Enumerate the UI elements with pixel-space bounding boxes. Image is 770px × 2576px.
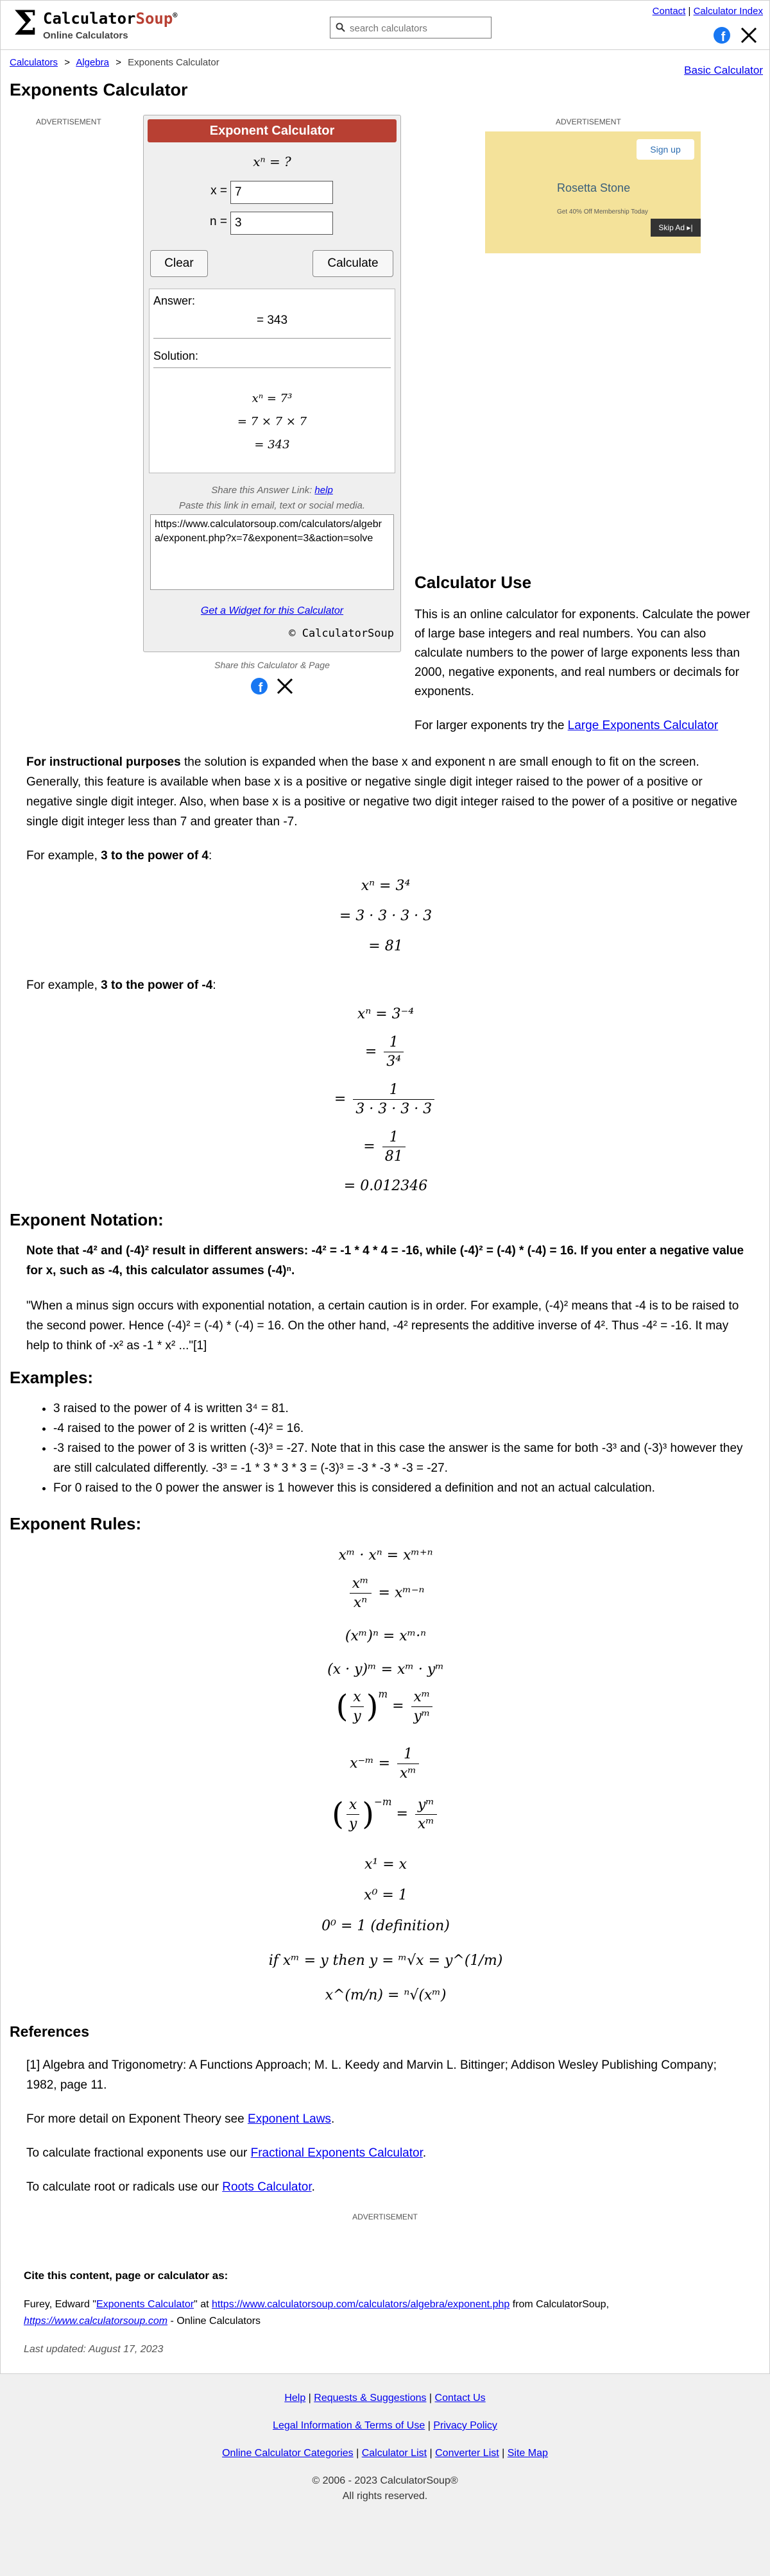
- frac-num: yᵐ: [415, 1797, 437, 1815]
- footer-categories-link[interactable]: Online Calculator Categories: [222, 2448, 354, 2459]
- frac-num: xᵐ: [350, 1576, 372, 1594]
- roots-line: To calculate root or radicals use our Roots Calculator.: [26, 2180, 315, 2194]
- ad-skip-button[interactable]: Skip Ad ▸|: [651, 219, 701, 237]
- page-title: Exponents Calculator: [10, 80, 188, 99]
- solution-line: = 7 × 7 × 7: [237, 415, 307, 428]
- list-item: • -4 raised to the power of 2 is written (-4)² = 16.: [53, 1418, 746, 1438]
- calc-copyright: [289, 627, 394, 640]
- example2-frac2: = $\frac{1}{3 \cdot 3 \cdot 3 \cdot 3}$: [1, 1082, 770, 1117]
- n-input[interactable]: [230, 212, 333, 235]
- footer-rights: All rights reserved.: [342, 2491, 428, 2502]
- list-item: • -3 raised to the power of 3 is written (-3)³ = -27. Note that in this case the answer is the same for both -3³ and (-3)³ however they are still calculated differently. -3³ = -1 * 3 * 3 * 3 = (-3)³ = -3 * -3 * -3 = -27.: [53, 1438, 746, 1478]
- result-panel: [149, 289, 395, 473]
- cite-title-link[interactable]: Exponents Calculator: [96, 2299, 194, 2310]
- frac-num: x: [350, 1689, 363, 1707]
- exponent-laws-link[interactable]: Exponent Laws: [248, 2112, 331, 2126]
- svg-text:f: f: [721, 30, 726, 44]
- footer-copyright: © 2006 - 2023 CalculatorSoup®: [312, 2475, 458, 2486]
- example2-suffix: :: [212, 979, 216, 992]
- rule-negative-lhs: x⁻ᵐ =: [350, 1755, 391, 1772]
- frac-num: 1: [384, 1034, 404, 1052]
- rule-exponent: −m: [374, 1796, 392, 1808]
- calculator-index-link[interactable]: Calculator Index: [693, 6, 763, 17]
- ad-offer: Get 40% Off Membership Today: [557, 208, 648, 215]
- example1-prefix: For example,: [26, 849, 98, 863]
- widget-link[interactable]: Get a Widget for this Calculator: [200, 605, 344, 616]
- breadcrumb: [10, 57, 219, 68]
- rule-fractional: x^(m/n) = ⁿ√(xᵐ): [325, 1987, 447, 2003]
- answer-value: = 343: [256, 314, 288, 327]
- instructional-bold: For instructional purposes: [26, 755, 181, 769]
- footer-sitemap-link[interactable]: Site Map: [507, 2448, 548, 2459]
- cite-text: [24, 2296, 742, 2330]
- footer-calculator-list-link[interactable]: Calculator List: [361, 2448, 427, 2459]
- breadcrumb-current: Exponents Calculator: [128, 57, 219, 68]
- footer-row: Legal Information & Terms of Use | Privacy Policy: [273, 2420, 497, 2431]
- ad-banner[interactable]: [485, 131, 701, 253]
- rules-heading: Exponent Rules:: [10, 1514, 142, 1533]
- solution-line: = 343: [254, 438, 290, 451]
- breadcrumb-sep: >: [64, 57, 70, 68]
- calculate-button[interactable]: Calculate: [312, 250, 393, 277]
- share-url-box[interactable]: https://www.calculatorsoup.com/calculators/algebra/exponent.php?x=7&exponent=3&action=solve: [150, 514, 394, 590]
- cite-url-link[interactable]: https://www.calculatorsoup.com/calculators/algebra/exponent.php: [212, 2299, 510, 2310]
- last-updated: Last updated: August 17, 2023: [24, 2344, 164, 2355]
- example1-line: xⁿ = 3⁴: [361, 878, 411, 894]
- rule-identity: x¹ = x: [364, 1856, 407, 1873]
- logo[interactable]: [11, 6, 197, 44]
- larger-prefix: For larger exponents try the: [415, 719, 565, 732]
- frac-den: y: [348, 1815, 357, 1832]
- calculator-box: [143, 115, 401, 652]
- cite-author: Furey, Edward ": [24, 2299, 96, 2310]
- ad-label-right: ADVERTISEMENT: [556, 117, 621, 126]
- rule-product-power: (x · y)ᵐ = xᵐ · yᵐ: [327, 1662, 444, 1678]
- rule-quotient: [1, 1576, 770, 1611]
- share-page-label: Share this Calculator & Page: [214, 660, 330, 670]
- footer-row: Help | Requests & Suggestions | Contact Us: [284, 2393, 486, 2403]
- breadcrumb-sep: >: [116, 57, 121, 68]
- rule-quotient-power: ( $\frac{x}{y}$ )$^m$ = $\frac{\text{xᵐ}}{\text{yᵐ}}$: [1, 1688, 770, 1724]
- svg-text:f: f: [258, 681, 263, 695]
- frac-den: y: [353, 1708, 361, 1724]
- larger-exponents-line: [415, 719, 718, 733]
- example1-suffix: :: [209, 849, 212, 863]
- rule-negative: [1, 1746, 770, 1781]
- rule-product: xᵐ · xⁿ = xᵐ⁺ⁿ: [338, 1547, 433, 1563]
- instructional-paragraph: [26, 752, 745, 832]
- rule-zero: x⁰ = 1: [364, 1887, 407, 1903]
- frac-den: yᵐ: [413, 1708, 431, 1724]
- footer-privacy-link[interactable]: Privacy Policy: [433, 2420, 497, 2431]
- facebook-icon[interactable]: [713, 26, 731, 44]
- theory-line: For more detail on Exponent Theory see Exponent Laws.: [26, 2112, 335, 2126]
- facebook-share-icon[interactable]: [250, 677, 268, 695]
- breadcrumb-algebra[interactable]: Algebra: [76, 57, 110, 68]
- cite-home-link[interactable]: https://www.calculatorsoup.com: [24, 2316, 168, 2327]
- answer-label: Answer:: [153, 294, 196, 307]
- share-prefix: Share this Answer Link:: [211, 485, 312, 496]
- cite-heading: Cite this content, page or calculator as:: [24, 2269, 228, 2282]
- rule-quotient-rhs: = xᵐ⁻ⁿ: [378, 1585, 425, 1601]
- examples-list: [34, 1399, 746, 1498]
- list-item: • 3 raised to the power of 4 is written 3⁴ = 81.: [53, 1399, 746, 1418]
- answer-divider: [153, 338, 391, 339]
- fractional-exponents-link[interactable]: Fractional Exponents Calculator: [250, 2146, 423, 2160]
- basic-calculator-link[interactable]: Basic Calculator: [684, 64, 763, 76]
- share-answer-line: [144, 485, 400, 496]
- contact-link[interactable]: Contact: [652, 6, 686, 17]
- brand-reg: ®: [173, 11, 178, 20]
- frac-den: 3⁴: [386, 1054, 402, 1070]
- solution-line: xⁿ = 7³: [252, 392, 293, 405]
- footer-legal-link[interactable]: Legal Information & Terms of Use: [273, 2420, 425, 2431]
- rule-negative-quotient: ( $\frac{x}{y}$ )$^{-m}$ = $\frac{\text{yᵐ}}{\text{xᵐ}}$: [1, 1796, 770, 1832]
- cite-from: from CalculatorSoup,: [512, 2299, 610, 2310]
- sigma-icon: Σ: [13, 4, 37, 43]
- theory-prefix: For more detail on Exponent Theory see: [26, 2112, 244, 2126]
- list-item: • For 0 raised to the 0 power the answer is 1 however this is considered a definition and not an actual calculation.: [53, 1478, 746, 1498]
- breadcrumb-calculators[interactable]: Calculators: [10, 57, 58, 68]
- search-input[interactable]: [348, 20, 489, 37]
- notation-quote: "When a minus sign occurs with exponential notation, a certain caution is in order. For example, (-4)² means that -4 is to be raised to the second power. Hence (-4)² = (-4) * (-4) = 16. On the other hand, -4² represents the additive inverse of 4². Thus -4² = -16. It may help to think of -x² as -1 * x² ..."[1]: [26, 1299, 739, 1352]
- footer: [0, 2373, 770, 2576]
- example2-prefix: For example,: [26, 979, 98, 992]
- footer-contact-link[interactable]: Contact Us: [434, 2393, 486, 2403]
- fractional-line: To calculate fractional exponents use our Fractional Exponents Calculator.: [26, 2146, 427, 2160]
- example1-bold: 3 to the power of 4: [101, 849, 209, 863]
- calculator-formula: xⁿ = ?: [253, 154, 291, 169]
- frac-den: xᵐ: [417, 1815, 434, 1832]
- frac-num: x: [346, 1797, 359, 1815]
- example2-frac3: = $\frac{1}{81}$: [1, 1129, 770, 1165]
- share-paste-text: Paste this link in email, text or social media.: [178, 500, 366, 511]
- example2-frac1: = $\frac{1}{\text{3⁴}}$: [1, 1034, 770, 1070]
- example2-bold: 3 to the power of -4: [101, 979, 213, 992]
- frac-den: 3 · 3 · 3 · 3: [355, 1101, 432, 1117]
- example2-first: xⁿ = 3⁻⁴: [357, 1006, 415, 1022]
- frac-den: 81: [384, 1149, 403, 1165]
- example1-line: = 3 · 3 · 3 · 3: [339, 908, 432, 924]
- example2-intro: [26, 975, 745, 995]
- example1-line: = 81: [368, 938, 403, 954]
- solution-label: Solution:: [153, 349, 199, 362]
- cite-suffix: - Online Calculators: [170, 2316, 261, 2327]
- ad-signup-button[interactable]: Sign up: [637, 139, 694, 160]
- example2-result: = 0.012346: [343, 1178, 428, 1194]
- brand-calculator: Calculator: [43, 10, 136, 28]
- brand-soup: Soup: [135, 10, 173, 28]
- frac-den: xⁿ: [353, 1595, 368, 1611]
- notation-heading: Exponent Notation:: [10, 1210, 164, 1229]
- calculator-header: Exponent Calculator: [148, 119, 397, 142]
- calculator-use-heading: Calculator Use: [415, 573, 532, 592]
- solution-divider: [153, 367, 391, 368]
- ad-label-left: ADVERTISEMENT: [36, 117, 101, 126]
- clear-button[interactable]: Clear: [150, 250, 208, 277]
- rule-root: if xᵐ = y then y = ᵐ√x = y^(1/m): [268, 1953, 503, 1969]
- frac-den: xᵐ: [400, 1765, 416, 1781]
- top-links-sep: |: [688, 6, 691, 17]
- top-links: [653, 6, 763, 17]
- x-share-icon[interactable]: [276, 677, 294, 695]
- roots-calculator-link[interactable]: Roots Calculator: [222, 2180, 312, 2194]
- x-label: x =: [210, 184, 227, 198]
- rule-zero-zero: 0⁰ = 1 (definition): [321, 1918, 450, 1934]
- large-exponents-link[interactable]: Large Exponents Calculator: [567, 719, 719, 732]
- search-box[interactable]: [330, 17, 492, 38]
- footer-help-link[interactable]: Help: [284, 2393, 306, 2403]
- frac-num: xᵐ: [411, 1689, 433, 1707]
- rule-exponent: m: [378, 1688, 388, 1700]
- frac-num: 1: [397, 1746, 419, 1764]
- header-divider: [1, 49, 769, 50]
- rule-power: (xᵐ)ⁿ = xᵐ·ⁿ: [345, 1628, 427, 1644]
- roots-prefix: To calculate root or radicals use our: [26, 2180, 219, 2194]
- footer-row: Online Calculator Categories | Calculator List | Converter List | Site Map: [222, 2448, 548, 2459]
- search-icon: [336, 22, 346, 33]
- ad-label-bottom: ADVERTISEMENT: [352, 2212, 418, 2221]
- frac-num: 1: [382, 1129, 406, 1147]
- n-label: n =: [210, 215, 227, 228]
- fractional-prefix: To calculate fractional exponents use our: [26, 2146, 248, 2160]
- notation-note: Note that -4² and (-4)² result in different answers: -4² = -1 * 4 * 4 = -16, while (-4)² = (-4) * (-4) = 16. If you enter a negative value for x, such as -4, this calculator assumes (-4)ⁿ.: [26, 1244, 744, 1277]
- brand-tagline: Online Calculators: [43, 30, 128, 41]
- instructional-rest: the solution is expanded when the base x and exponent n are small enough to fit on the screen. Generally, this feature is available when base x is a positive or negative single digit integer raised to the power of a positive or negative single digit integer. Also, when base x is a positive or negative two digit integer raised to the power of a positive or negative single digit integer less than 7 and greater than -7.: [26, 755, 737, 829]
- calculator-use-body: This is an online calculator for exponents. Calculate the power of large base integers and real numbers. You can also calculate numbers to the power of large exponents less than 2000, negative exponents, and real numbers or decimals for exponents.: [415, 608, 750, 698]
- references-heading: References: [10, 2023, 90, 2040]
- example1-intro: [26, 846, 745, 866]
- frac-num: 1: [353, 1082, 434, 1100]
- footer-converter-list-link[interactable]: Converter List: [435, 2448, 499, 2459]
- calc-copyright-brand: © CalculatorSoup: [289, 627, 394, 640]
- footer-requests-link[interactable]: Requests & Suggestions: [314, 2393, 427, 2403]
- x-input[interactable]: [230, 181, 333, 204]
- reference-item: [1] Algebra and Trigonometry: A Functions Approach; M. L. Keedy and Marvin L. Bittinger; Addison Wesley Publishing Company; 1982, page 11.: [26, 2058, 717, 2092]
- ad-brand: Rosetta Stone: [557, 181, 631, 194]
- cite-at: " at: [194, 2299, 209, 2310]
- examples-heading: Examples:: [10, 1368, 94, 1387]
- x-twitter-icon[interactable]: [740, 26, 758, 44]
- share-help-link[interactable]: help: [314, 485, 333, 496]
